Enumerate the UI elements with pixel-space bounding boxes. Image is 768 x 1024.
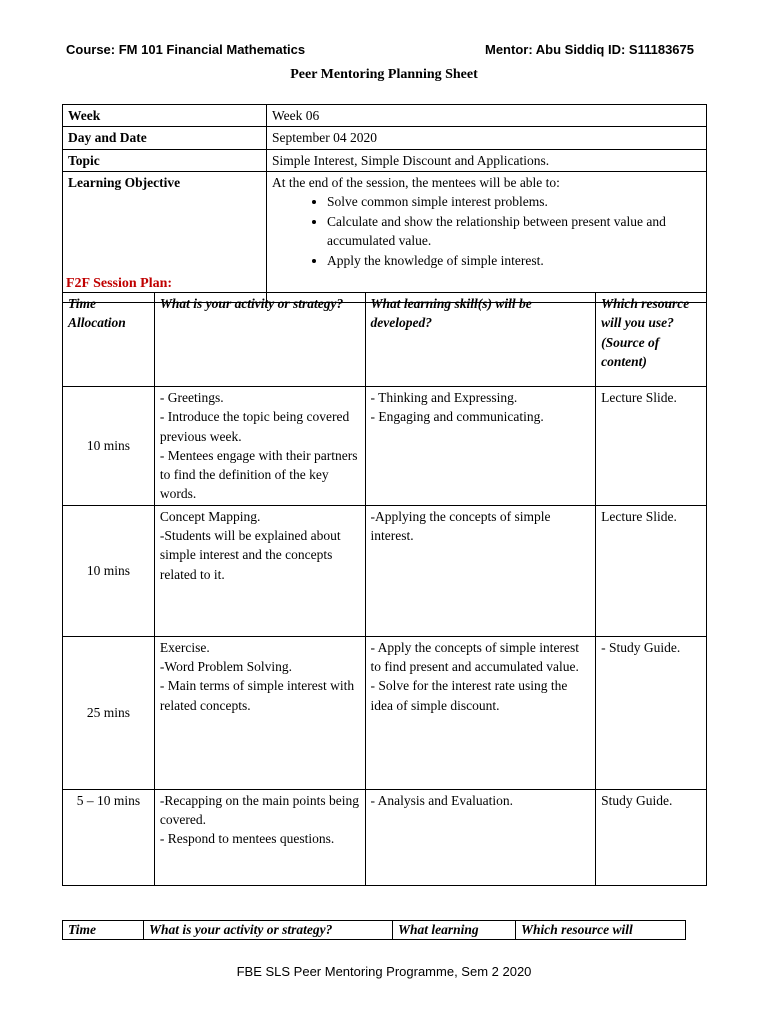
skill-line: - Thinking and Expressing. (370, 390, 518, 405)
skills-cell (365, 387, 596, 506)
col-header-skills: What learning (393, 921, 516, 940)
activity-line: -Recapping on the main points being covered. (159, 792, 360, 828)
session-info-table (62, 104, 707, 303)
table-row (63, 505, 707, 636)
list-item: • Calculate and show the relationship between present value and accumulated value. (327, 212, 701, 251)
activity-line: - Introduce the topic being covered previous week. (159, 409, 350, 444)
objective-intro: At the end of the session, the mentees will be able to: (272, 174, 560, 190)
activity-line: Concept Mapping. (159, 508, 261, 524)
section-label: F2F Session Plan: (66, 276, 173, 291)
objective-list (272, 192, 701, 270)
skill-line: - Engaging and communicating. (370, 409, 544, 425)
activity-cell (154, 636, 365, 789)
skill-line: - Solve for the interest rate using the idea of simple discount. (370, 678, 568, 713)
date-label: Day and Date (63, 127, 267, 149)
table-header-row (63, 921, 686, 940)
resource-cell: Lecture Slide. (596, 505, 707, 636)
page-title: Peer Mentoring Planning Sheet (290, 67, 478, 82)
table-row (63, 387, 707, 506)
activity-cell (154, 789, 365, 885)
activity-line: - Mentees engage with their partners to find the definition of the key words. (159, 447, 358, 502)
col-header-resource: Which resource will (516, 921, 686, 940)
time-cell: 25 mins (63, 636, 155, 789)
time-cell: 10 mins (63, 387, 155, 506)
activity-line: - Respond to mentees questions. (159, 831, 335, 847)
col-header-time: Time Allocation (63, 293, 155, 387)
activity-cell (154, 505, 365, 636)
skills-cell (365, 789, 596, 885)
col-header-activity: What is your activity or strategy? (144, 921, 393, 940)
activity-line: - Greetings. (159, 390, 224, 405)
date-value: September 04 2020 (267, 127, 707, 149)
skill-line: - Analysis and Evaluation. (370, 792, 513, 808)
time-cell: 5 – 10 mins (63, 789, 155, 885)
table-row (63, 105, 707, 127)
resource-cell: Study Guide. (596, 789, 707, 885)
resource-cell: Lecture Slide. (596, 387, 707, 506)
skill-line: - Apply the concepts of simple interest to find present and accumulated value. (370, 639, 579, 675)
list-item: • Apply the knowledge of simple interest. (327, 251, 701, 271)
skill-line: -Applying the concepts of simple interest. (370, 508, 551, 544)
table-row (63, 149, 707, 171)
table-row (63, 636, 707, 789)
week-value: Week 06 (267, 105, 707, 127)
activity-cell (154, 387, 365, 506)
session-plan-table (62, 292, 707, 886)
list-item: • Solve common simple interest problems. (327, 192, 701, 212)
table-header-row (63, 293, 707, 387)
activity-line: -Word Problem Solving. (159, 659, 292, 675)
col-header-resource: Which resource will you use? (Source of content) (596, 293, 707, 387)
table-row (63, 789, 707, 885)
col-header-activity: What is your activity or strategy? (154, 293, 365, 387)
topic-label: Topic (63, 149, 267, 171)
activity-line: Exercise. (159, 639, 210, 655)
objective-label: Learning Objective (63, 171, 267, 302)
resource-cell: - Study Guide. (596, 636, 707, 789)
skills-cell (365, 505, 596, 636)
activity-line: -Students will be explained about simple interest and the concepts related to it. (159, 528, 341, 582)
time-cell: 10 mins (63, 505, 155, 636)
activity-line: - Main terms of simple interest with related concepts. (159, 678, 355, 713)
topic-value: Simple Interest, Simple Discount and Applications. (267, 149, 707, 171)
objective-cell (267, 171, 707, 302)
table-row (63, 127, 707, 149)
col-header-skills: What learning skill(s) will be developed? (365, 293, 596, 387)
next-plan-table-header (62, 920, 686, 940)
week-label: Week (63, 105, 267, 127)
col-header-time: Time (63, 921, 144, 940)
skills-cell (365, 636, 596, 789)
mentor-label: Mentor: Abu Siddiq ID: S11183675 (484, 42, 694, 57)
page-footer: FBE SLS Peer Mentoring Programme, Sem 2 2020 (236, 964, 532, 979)
course-label: Course: FM 101 Financial Mathematics (66, 42, 306, 57)
